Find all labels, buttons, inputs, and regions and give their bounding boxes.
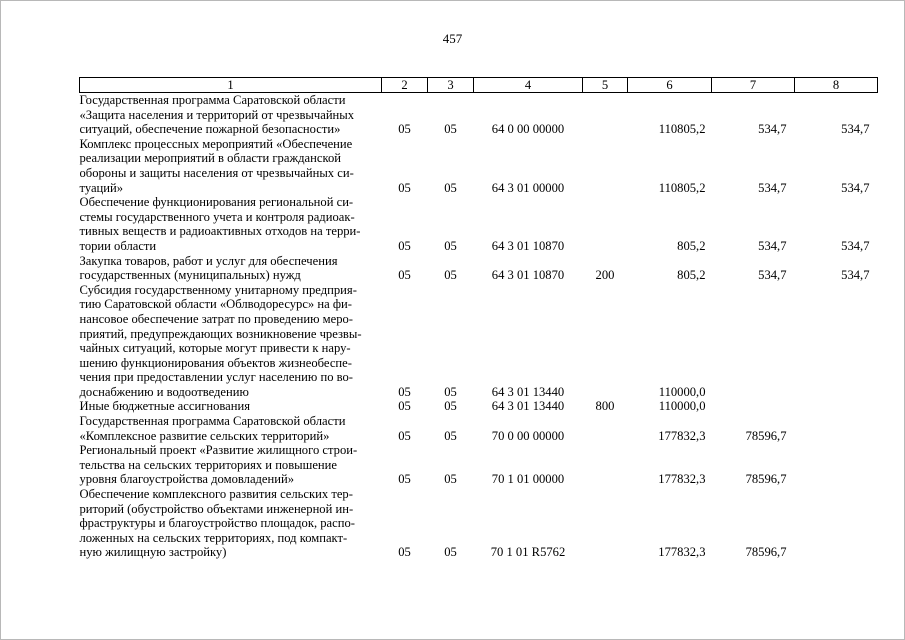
amount-col8: 534,7 [841, 180, 870, 195]
row-name-line: Обеспечение функционирования региональной си- [79, 195, 354, 210]
target-article-code: 64 3 01 13440 [491, 399, 565, 414]
amount-col8 [795, 414, 878, 443]
row-name-line: Региональный проект «Развитие жилищного строи- [79, 443, 358, 458]
row-name-line: государственных (муниципальных) нужд [79, 268, 301, 283]
row-name-line: обороны и защиты населения от чрезвычайных си- [79, 165, 354, 180]
row-name [80, 399, 382, 414]
table-row [80, 399, 878, 414]
row-name-line: чайных ситуаций, которые могут привести к нару- [79, 341, 351, 356]
amount-col7 [712, 283, 795, 400]
table-row [80, 137, 878, 195]
section-code: 05 [398, 238, 411, 253]
row-name [80, 137, 382, 195]
row-name-line: Закупка товаров, работ и услуг для обеспечения [79, 253, 338, 268]
row-name-line: тельства на сельских территориях и повышение [79, 457, 337, 472]
target-article-code: 70 1 01 R5762 [490, 545, 566, 560]
row-name-line: шению функционирования объектов жизнеобеспе- [79, 355, 352, 370]
row-name [80, 254, 382, 283]
amount-col8 [795, 399, 878, 414]
row-name-line: ситуаций, обеспечение пожарной безопасности» [79, 122, 341, 137]
row-name-line: риторий (обустройство объектами инженерной ин- [79, 501, 354, 516]
table-row [80, 195, 878, 253]
table-row [80, 414, 878, 443]
expense-type-code [583, 137, 628, 195]
section-code: 05 [398, 384, 411, 399]
row-name [80, 414, 382, 443]
section-code: 05 [398, 399, 411, 414]
row-name-line: уровня благоустройства домовладений» [79, 472, 295, 487]
row-name-line: стемы государственного учета и контроля радиоак- [79, 209, 355, 224]
section-code: 05 [398, 268, 411, 283]
row-name-line: тивных веществ и радиоактивных отходов на терри- [79, 224, 361, 239]
col-header: 6 [628, 78, 712, 93]
row-name-line: «Защита населения и территорий от чрезвычайных [79, 107, 355, 122]
table-row [80, 283, 878, 400]
amount-total: 110000,0 [658, 384, 706, 399]
col-header: 7 [712, 78, 795, 93]
amount-col8 [795, 443, 878, 487]
target-article-code: 70 0 00 00000 [491, 428, 565, 443]
amount-col8: 534,7 [841, 122, 870, 137]
row-name-line: доснабжению и водоотведению [79, 384, 249, 399]
section-code: 05 [398, 428, 411, 443]
table-row [80, 93, 878, 137]
amount-total: 177832,3 [658, 545, 706, 560]
amount-col7: 534,7 [758, 180, 787, 195]
expense-type-code [583, 443, 628, 487]
col-header: 3 [428, 78, 474, 93]
subsection-code: 05 [444, 545, 457, 560]
amount-total: 110805,2 [658, 122, 706, 137]
col-header: 1 [80, 78, 382, 93]
row-name-line: ложенных на сельских территориях, под компакт- [79, 530, 348, 545]
section-code: 05 [398, 180, 411, 195]
row-name-line: приятий, предупреждающих возникновение чрезвы- [79, 326, 362, 341]
subsection-code: 05 [444, 268, 457, 283]
budget-table [79, 77, 878, 560]
amount-col7: 78596,7 [745, 545, 787, 560]
row-name-line: Иные бюджетные ассигнования [79, 399, 251, 414]
target-article-code: 64 0 00 00000 [491, 122, 565, 137]
amount-col8: 534,7 [841, 268, 870, 283]
amount-col8 [795, 487, 878, 560]
target-article-code: 64 3 01 13440 [491, 384, 565, 399]
col-header: 2 [382, 78, 428, 93]
expense-type-code: 200 [595, 268, 615, 283]
table-row [80, 487, 878, 560]
subsection-code: 05 [444, 180, 457, 195]
row-name-line: Государственная программа Саратовской области [79, 93, 346, 107]
expense-type-code [583, 414, 628, 443]
expense-type-code [583, 195, 628, 253]
amount-col7: 78596,7 [745, 472, 787, 487]
row-name-line: ную жилищную застройку) [79, 545, 227, 560]
col-header: 5 [583, 78, 628, 93]
header-row [80, 78, 878, 93]
amount-col7: 534,7 [758, 122, 787, 137]
row-name-line: «Комплексное развитие сельских территорий» [79, 428, 330, 443]
section-code: 05 [398, 545, 411, 560]
amount-col7: 534,7 [758, 268, 787, 283]
amount-col7: 78596,7 [745, 428, 787, 443]
col-header: 4 [474, 78, 583, 93]
table-row [80, 254, 878, 283]
amount-total: 805,2 [677, 238, 706, 253]
subsection-code: 05 [444, 472, 457, 487]
amount-total: 110000,0 [658, 399, 706, 414]
row-name [80, 487, 382, 560]
subsection-code: 05 [444, 384, 457, 399]
page-number: 457 [442, 31, 463, 46]
row-name [80, 443, 382, 487]
row-name-line: чения при предоставлении услуг населению по во- [79, 370, 353, 385]
col-header: 8 [795, 78, 878, 93]
row-name [80, 283, 382, 400]
amount-total: 177832,3 [658, 472, 706, 487]
row-name-line: нансовое обеспечение затрат по проведению меро- [79, 311, 353, 326]
section-code: 05 [398, 122, 411, 137]
subsection-code: 05 [444, 399, 457, 414]
row-name [80, 195, 382, 253]
row-name-line: Обеспечение комплексного развития сельских тер- [79, 487, 353, 502]
row-name-line: тию Саратовской области «Облводоресурс» на фи- [79, 297, 352, 312]
row-name-line: Субсидия государственному унитарному предприя- [79, 282, 357, 297]
amount-total: 177832,3 [658, 428, 706, 443]
row-name-line: Государственная программа Саратовской области [79, 414, 346, 429]
amount-total: 805,2 [677, 268, 706, 283]
subsection-code: 05 [444, 122, 457, 137]
table-row [80, 443, 878, 487]
target-article-code: 64 3 01 10870 [491, 268, 565, 283]
row-name-line: реализации мероприятий в области гражданской [79, 151, 341, 166]
subsection-code: 05 [444, 428, 457, 443]
row-name [80, 93, 382, 137]
amount-col7: 534,7 [758, 238, 787, 253]
target-article-code: 64 3 01 10870 [491, 238, 565, 253]
row-name-line: фраструктуры и благоустройство площадок, распо- [79, 516, 355, 531]
target-article-code: 70 1 01 00000 [491, 472, 565, 487]
amount-total: 110805,2 [658, 180, 706, 195]
target-article-code: 64 3 01 00000 [491, 180, 565, 195]
expense-type-code [583, 487, 628, 560]
subsection-code: 05 [444, 238, 457, 253]
expense-type-code: 800 [595, 399, 615, 414]
row-name-line: туаций» [79, 180, 124, 195]
section-code: 05 [398, 472, 411, 487]
expense-type-code [583, 93, 628, 137]
amount-col7 [712, 399, 795, 414]
row-name-line: Комплекс процессных мероприятий «Обеспечение [79, 136, 353, 151]
amount-col8: 534,7 [841, 238, 870, 253]
expense-type-code [583, 283, 628, 400]
row-name-line: тории области [79, 238, 157, 253]
amount-col8 [795, 283, 878, 400]
